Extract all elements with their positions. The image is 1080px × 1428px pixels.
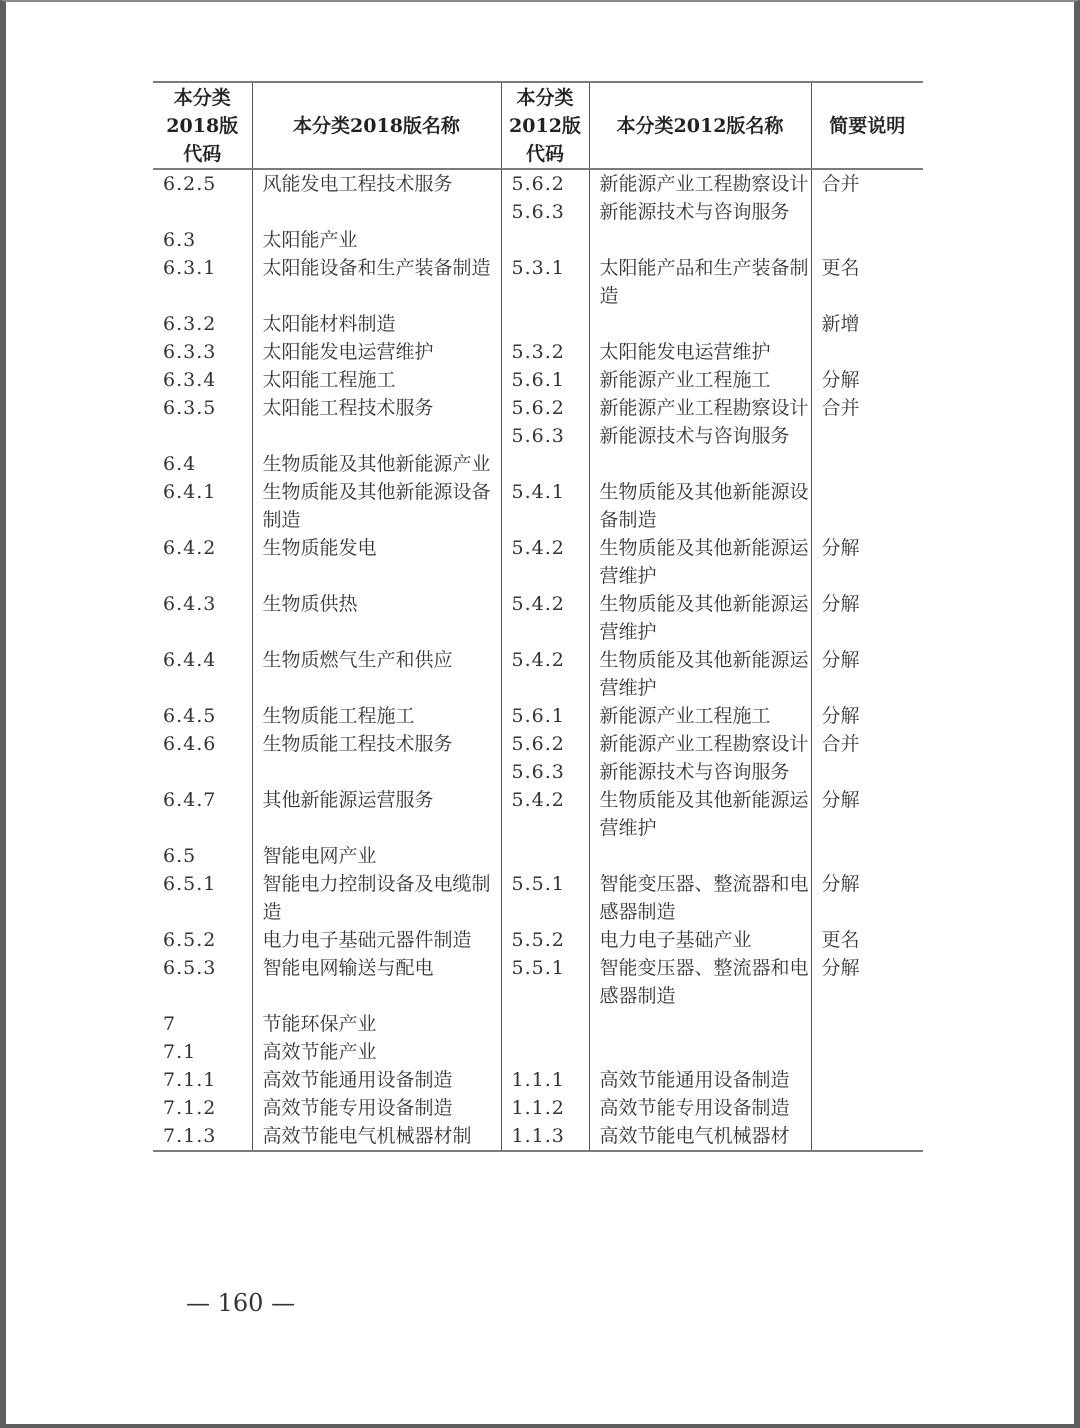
code-2012-cell: 5.5.2 xyxy=(501,926,589,954)
name-2012-cell: 生物质能及其他新能源运营维护 xyxy=(589,534,811,590)
name-2012-cell: 太阳能发电运营维护 xyxy=(589,338,811,366)
name-2018-cell: 生物质能工程施工 xyxy=(252,702,501,730)
code-2018-cell xyxy=(153,758,252,786)
name-2012-cell: 生物质能及其他新能源运营维护 xyxy=(589,590,811,646)
table-row xyxy=(153,1010,923,1038)
table-row xyxy=(153,730,923,758)
table-row xyxy=(153,394,923,422)
table-row xyxy=(153,954,923,1010)
name-2012-cell: 新能源产业工程勘察设计 xyxy=(589,730,811,758)
table-row xyxy=(153,1038,923,1066)
name-2012-cell: 高效节能通用设备制造 xyxy=(589,1066,811,1094)
name-2018-cell: 生物质供热 xyxy=(252,590,501,646)
name-2018-cell: 风能发电工程技术服务 xyxy=(252,169,501,198)
table-row xyxy=(153,478,923,534)
code-2018-cell: 6.4.5 xyxy=(153,702,252,730)
code-2018-cell: 6.3 xyxy=(153,226,252,254)
code-2018-cell xyxy=(153,422,252,450)
code-2012-cell xyxy=(501,1038,589,1066)
name-2012-cell xyxy=(589,450,811,478)
classification-table xyxy=(153,81,923,1152)
note-cell: 合并 xyxy=(821,173,860,195)
name-2018-cell: 太阳能产业 xyxy=(252,226,501,254)
code-2018-cell: 7.1.2 xyxy=(153,1094,252,1122)
name-2012-cell: 生物质能及其他新能源运营维护 xyxy=(589,646,811,702)
name-2018-cell: 节能环保产业 xyxy=(252,1010,501,1038)
note-cell: 合并 xyxy=(821,397,860,419)
code-2018-cell: 7.1.1 xyxy=(153,1066,252,1094)
table-row xyxy=(153,422,923,450)
code-2012-cell xyxy=(501,450,589,478)
table-row xyxy=(153,254,923,310)
code-2012-cell: 5.6.2 xyxy=(501,730,589,758)
note-cell xyxy=(811,450,923,478)
code-2018-cell: 7.1.3 xyxy=(153,1122,252,1151)
name-2012-cell: 高效节能专用设备制造 xyxy=(589,1094,811,1122)
table-row xyxy=(153,702,923,730)
code-2018-cell: 6.3.5 xyxy=(153,394,252,422)
name-2018-cell: 太阳能发电运营维护 xyxy=(252,338,501,366)
table-row xyxy=(153,842,923,870)
name-2018-cell: 高效节能专用设备制造 xyxy=(252,1094,501,1122)
code-2012-cell: 5.5.1 xyxy=(501,870,589,926)
name-2012-cell xyxy=(589,1010,811,1038)
header-name-2012: 本分类2012版名称 xyxy=(589,82,811,169)
name-2012-cell: 智能变压器、整流器和电感器制造 xyxy=(589,954,811,1010)
table-row xyxy=(153,758,923,786)
code-2012-cell: 1.1.2 xyxy=(501,1094,589,1122)
name-2012-cell: 生物质能及其他新能源设备制造 xyxy=(589,478,811,534)
code-2018-cell: 6.3.2 xyxy=(153,310,252,338)
table-row xyxy=(153,310,923,338)
name-2018-cell: 生物质能及其他新能源产业 xyxy=(252,450,501,478)
code-2012-cell: 5.6.1 xyxy=(501,366,589,394)
note-cell xyxy=(811,1122,923,1151)
name-2012-cell: 高效节能电气机械器材 xyxy=(589,1122,811,1151)
table-row xyxy=(153,534,923,590)
note-cell: 分解 xyxy=(821,649,860,671)
table-row xyxy=(153,1122,923,1151)
code-2018-cell xyxy=(153,198,252,226)
note-cell: 分解 xyxy=(821,593,860,615)
note-cell xyxy=(811,758,923,786)
header-code-2012: 本分类 2012版 代码 xyxy=(501,82,589,169)
table-row xyxy=(153,226,923,254)
note-cell: 分解 xyxy=(821,789,860,811)
header-name-2018: 本分类2018版名称 xyxy=(252,82,501,169)
code-2012-cell xyxy=(501,1010,589,1038)
note-cell xyxy=(811,842,923,870)
name-2012-cell: 新能源技术与咨询服务 xyxy=(589,198,811,226)
note-cell xyxy=(811,422,923,450)
name-2012-cell: 新能源技术与咨询服务 xyxy=(589,422,811,450)
name-2012-cell xyxy=(589,310,811,338)
name-2012-cell: 生物质能及其他新能源运营维护 xyxy=(589,786,811,842)
code-2018-cell: 6.4.2 xyxy=(153,534,252,590)
code-2018-cell: 6.3.4 xyxy=(153,366,252,394)
code-2012-cell: 1.1.1 xyxy=(501,1066,589,1094)
note-cell xyxy=(811,1010,923,1038)
code-2018-cell: 6.4.1 xyxy=(153,478,252,534)
code-2018-cell: 6.3.3 xyxy=(153,338,252,366)
name-2012-cell xyxy=(589,226,811,254)
name-2012-cell xyxy=(589,1038,811,1066)
table-row xyxy=(153,1094,923,1122)
table-row xyxy=(153,870,923,926)
code-2018-cell: 6.5.2 xyxy=(153,926,252,954)
table-row xyxy=(153,338,923,366)
name-2018-cell: 其他新能源运营服务 xyxy=(252,786,501,842)
code-2012-cell: 5.6.3 xyxy=(501,198,589,226)
name-2018-cell: 高效节能产业 xyxy=(252,1038,501,1066)
code-2018-cell: 6.5.1 xyxy=(153,870,252,926)
code-2012-cell xyxy=(501,226,589,254)
name-2012-cell: 新能源产业工程勘察设计 xyxy=(589,169,811,198)
code-2018-cell: 6.2.5 xyxy=(153,169,252,198)
name-2018-cell: 太阳能工程施工 xyxy=(252,366,501,394)
code-2012-cell xyxy=(501,310,589,338)
code-2012-cell: 5.4.2 xyxy=(501,534,589,590)
note-cell xyxy=(811,338,923,366)
code-2012-cell: 5.6.3 xyxy=(501,758,589,786)
note-cell: 分解 xyxy=(821,873,860,895)
name-2012-cell: 太阳能产品和生产装备制造 xyxy=(589,254,811,310)
name-2012-cell: 新能源产业工程勘察设计 xyxy=(589,394,811,422)
note-cell xyxy=(811,1038,923,1066)
name-2012-cell: 新能源产业工程施工 xyxy=(589,366,811,394)
table-row xyxy=(153,1066,923,1094)
code-2018-cell: 6.4 xyxy=(153,450,252,478)
code-2012-cell: 5.5.1 xyxy=(501,954,589,1010)
note-cell xyxy=(811,226,923,254)
note-cell: 分解 xyxy=(821,705,860,727)
code-2018-cell: 6.4.3 xyxy=(153,590,252,646)
note-cell xyxy=(811,478,923,534)
code-2012-cell: 5.4.2 xyxy=(501,590,589,646)
table-row xyxy=(153,169,923,198)
note-cell xyxy=(811,198,923,226)
code-2018-cell: 6.4.4 xyxy=(153,646,252,702)
code-2018-cell: 6.3.1 xyxy=(153,254,252,310)
table-row xyxy=(153,450,923,478)
name-2018-cell xyxy=(252,758,501,786)
name-2018-cell: 智能电网输送与配电 xyxy=(252,954,501,1010)
table-row xyxy=(153,590,923,646)
note-cell xyxy=(811,1094,923,1122)
name-2012-cell: 电力电子基础产业 xyxy=(589,926,811,954)
name-2018-cell xyxy=(252,198,501,226)
code-2018-cell: 6.5.3 xyxy=(153,954,252,1010)
code-2018-cell: 6.5 xyxy=(153,842,252,870)
name-2018-cell: 太阳能工程技术服务 xyxy=(252,394,501,422)
name-2012-cell: 新能源产业工程施工 xyxy=(589,702,811,730)
code-2012-cell: 5.3.2 xyxy=(501,338,589,366)
name-2018-cell: 高效节能电气机械器材制 xyxy=(252,1122,501,1151)
code-2012-cell: 5.6.2 xyxy=(501,394,589,422)
name-2012-cell: 新能源技术与咨询服务 xyxy=(589,758,811,786)
note-cell: 分解 xyxy=(821,369,860,391)
name-2012-cell: 智能变压器、整流器和电感器制造 xyxy=(589,870,811,926)
note-cell xyxy=(811,1066,923,1094)
table-row xyxy=(153,646,923,702)
name-2018-cell: 生物质燃气生产和供应 xyxy=(252,646,501,702)
code-2018-cell: 6.4.6 xyxy=(153,730,252,758)
name-2018-cell: 生物质能工程技术服务 xyxy=(252,730,501,758)
note-cell: 分解 xyxy=(821,537,860,559)
name-2018-cell: 电力电子基础元器件制造 xyxy=(252,926,501,954)
code-2012-cell: 5.4.1 xyxy=(501,478,589,534)
table-row xyxy=(153,926,923,954)
name-2018-cell: 智能电网产业 xyxy=(252,842,501,870)
code-2018-cell: 7.1 xyxy=(153,1038,252,1066)
code-2012-cell xyxy=(501,842,589,870)
code-2012-cell: 5.6.3 xyxy=(501,422,589,450)
code-2012-cell: 5.6.2 xyxy=(501,169,589,198)
name-2018-cell xyxy=(252,422,501,450)
code-2012-cell: 5.4.2 xyxy=(501,786,589,842)
note-cell: 合并 xyxy=(821,733,860,755)
code-2012-cell: 5.3.1 xyxy=(501,254,589,310)
name-2012-cell xyxy=(589,842,811,870)
header-note: 简要说明 xyxy=(811,82,923,169)
name-2018-cell: 太阳能材料制造 xyxy=(252,310,501,338)
code-2012-cell: 5.4.2 xyxy=(501,646,589,702)
table-header-row xyxy=(153,82,923,169)
note-cell: 分解 xyxy=(821,957,860,979)
header-code-2018: 本分类 2018版 代码 xyxy=(153,82,252,169)
table-body xyxy=(153,169,923,1151)
name-2018-cell: 高效节能通用设备制造 xyxy=(252,1066,501,1094)
code-2012-cell: 1.1.3 xyxy=(501,1122,589,1151)
name-2018-cell: 智能电力控制设备及电缆制造 xyxy=(252,870,501,926)
note-cell: 更名 xyxy=(821,929,860,951)
table-row xyxy=(153,786,923,842)
note-cell: 更名 xyxy=(821,257,860,279)
note-cell: 新增 xyxy=(821,313,860,335)
name-2018-cell: 生物质能发电 xyxy=(252,534,501,590)
code-2018-cell: 6.4.7 xyxy=(153,786,252,842)
table-row xyxy=(153,366,923,394)
name-2018-cell: 生物质能及其他新能源设备制造 xyxy=(252,478,501,534)
table-row xyxy=(153,198,923,226)
name-2018-cell: 太阳能设备和生产装备制造 xyxy=(252,254,501,310)
code-2018-cell: 7 xyxy=(153,1010,252,1038)
page-number: — 160 — xyxy=(186,1289,296,1317)
code-2012-cell: 5.6.1 xyxy=(501,702,589,730)
